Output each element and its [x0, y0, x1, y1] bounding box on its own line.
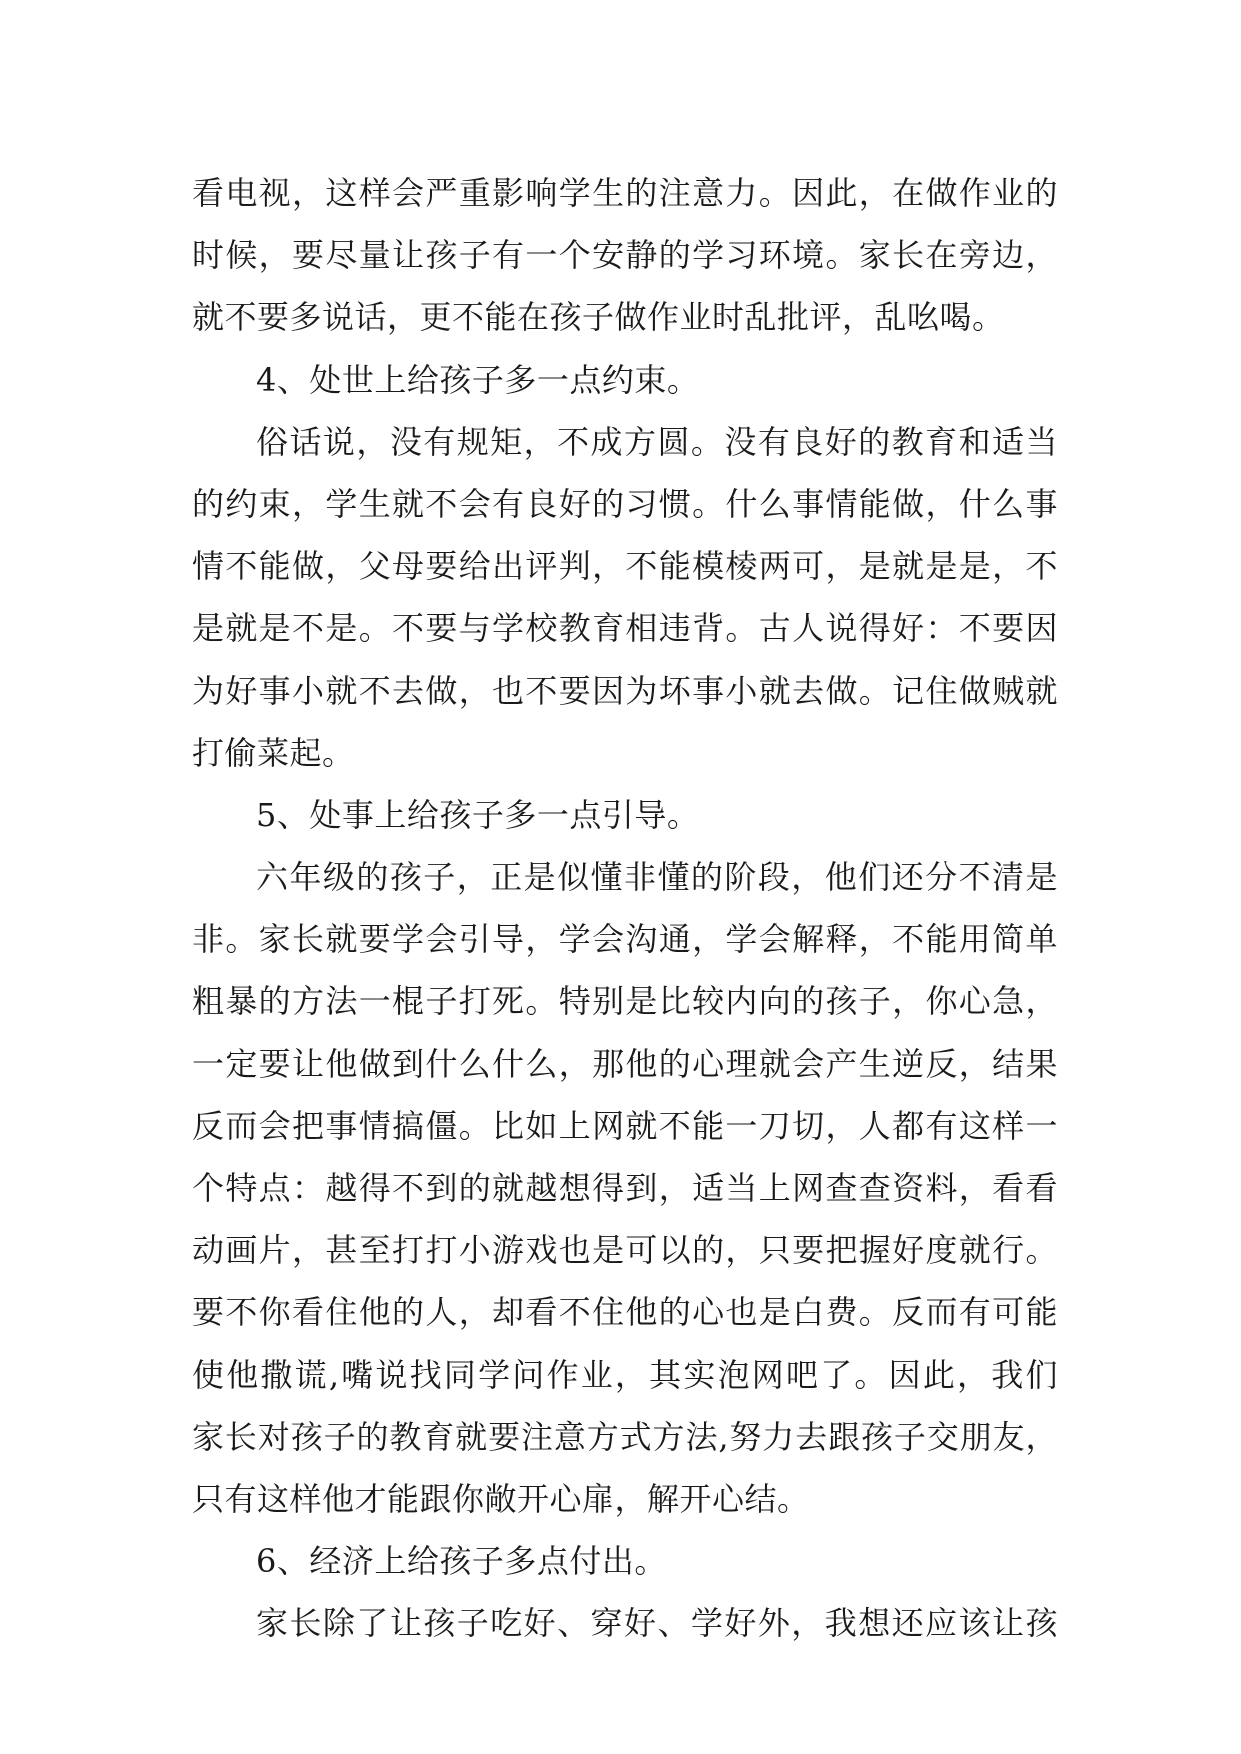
text-line: 6、经济上给孩子多点付出。	[256, 1542, 667, 1581]
text-line: 时候，要尽量让孩子有一个安静的学习环境。家长在旁边，	[192, 236, 1058, 275]
text-line: 反而会把事情搞僵。比如上网就不能一刀切，人都有这样一	[192, 1106, 1058, 1145]
body-text	[192, 162, 1058, 1655]
text-line: 4、处世上给孩子多一点约束。	[256, 360, 700, 399]
text-line: 六年级的孩子，正是似懂非懂的阶段，他们还分不清是	[256, 858, 1058, 897]
text-line: 动画片，甚至打打小游戏也是可以的，只要把握好度就行。	[192, 1231, 1058, 1270]
text-line: 要不你看住他的人，却看不住他的心也是白费。反而有可能	[192, 1293, 1058, 1332]
text-line: 是就是不是。不要与学校教育相违背。古人说得好：不要因	[192, 609, 1058, 648]
text-line: 个特点：越得不到的就越想得到，适当上网查查资料，看看	[192, 1169, 1058, 1207]
text-line: 就不要多说话，更不能在孩子做作业时乱批评，乱吆喝。	[192, 298, 1005, 337]
text-line: 粗暴的方法一棍子打死。特别是比较内向的孩子，你心急，	[192, 982, 1058, 1021]
text-line: 俗话说，没有规矩，不成方圆。没有良好的教育和适当	[256, 422, 1058, 461]
text-line: 情不能做，父母要给出评判，不能模棱两可，是就是是，不	[192, 547, 1058, 586]
text-line: 为好事小就不去做，也不要因为坏事小就去做。记住做贼就	[192, 671, 1058, 710]
text-line: 5、处事上给孩子多一点引导。	[256, 795, 700, 834]
text-line: 非。家长就要学会引导，学会沟通，学会解释，不能用简单	[192, 920, 1058, 959]
text-line: 的约束，学生就不会有良好的习惯。什么事情能做，什么事	[192, 484, 1058, 523]
text-line: 打偷菜起。	[192, 733, 355, 772]
text-line: 家长对孩子的教育就要注意方式方法,努力去跟孩子交朋友，	[192, 1417, 1058, 1456]
text-line: 看电视，这样会严重影响学生的注意力。因此，在做作业的	[192, 174, 1058, 212]
text-line: 家长除了让孩子吃好、穿好、学好外，我想还应该让孩	[256, 1604, 1058, 1643]
text-line: 一定要让他做到什么什么，那他的心理就会产生逆反，结果	[192, 1044, 1058, 1083]
text-line: 只有这样他才能跟你敞开心扉，解开心结。	[192, 1479, 810, 1518]
text-line: 使他撒谎,嘴说找同学问作业，其实泡网吧了。因此，我们	[192, 1355, 1058, 1394]
